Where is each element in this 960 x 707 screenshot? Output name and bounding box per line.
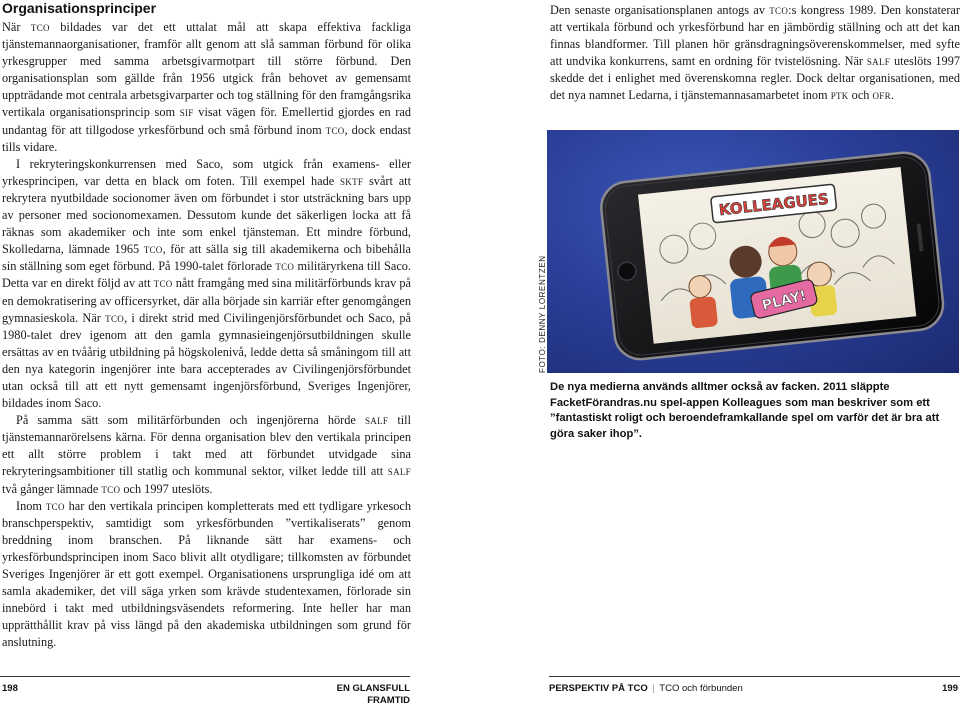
photo-credit-text: FOTO: DENNY LORENTZEN xyxy=(538,255,547,373)
small-caps-abbr: sktf xyxy=(340,173,364,188)
running-title-separator: | xyxy=(652,683,655,694)
app-logo-text: KOLLEAGUES xyxy=(718,189,830,220)
right-column xyxy=(550,2,960,105)
footer-rule-right xyxy=(549,676,960,677)
small-caps-abbr: tco xyxy=(45,498,65,513)
app-play-label: PLAY! xyxy=(760,287,809,315)
footer-rule-left xyxy=(0,676,410,677)
page-number-left: 198 xyxy=(2,683,18,694)
small-caps-abbr: salf xyxy=(387,464,411,479)
small-caps-abbr: tco xyxy=(275,259,295,274)
small-caps-abbr: tco xyxy=(105,310,125,325)
running-title-main: PERSPEKTIV PÅ TCO xyxy=(549,683,648,694)
small-caps-abbr: tco xyxy=(101,481,121,496)
photo-caption: De nya medierna används alltmer också av facken. 2011 släppte FacketFörandras.nu spel-appen Kolleagues som man beskriver som ett ”fantastiskt roligt och beroendeframkallande spel om varför det är bra att göra saker ihop”. xyxy=(550,381,940,440)
body-paragraph: När tco bildades var det ett uttalat mål att skapa effektiva fackliga tjänstemannaorganisationer, framför allt genom att slå samman förbund för olika yrkesgrupper med samma arbetsgivarmotpart till större förbund. Den organisationsplan som gällde från 1956 utgick från behovet av gemensamt uppträdande mot centrala arbetsgivarparter och tog ställning för den framgångsrika vertikala organisationsprincip som sif visat vägen för. Emellertid gjordes en rad undantag för att tillgodose yrkesförbund och små förbund inom tco, dock endast tills vidare. xyxy=(2,20,412,154)
small-caps-abbr: salf xyxy=(364,413,389,428)
phone-body xyxy=(599,150,946,362)
photo-smartphone-app xyxy=(547,130,959,373)
small-caps-abbr: sif xyxy=(179,105,194,120)
small-caps-abbr: tco xyxy=(153,276,173,291)
small-caps-abbr: salf xyxy=(866,54,891,69)
left-column xyxy=(2,0,411,651)
page-number-right: 199 xyxy=(942,683,958,694)
small-caps-abbr: tco xyxy=(769,3,789,17)
body-paragraph: I rekryteringskonkurrensen med Saco, som utgick från examens- eller yrkesprincipen, var detta en black om foten. Till exempel hade sktf svårt att rekrytera nyutbildade socionomer även om förbundet i stor utsträckning bars upp av personer med socionomexamen. Dessutom kunde det säkerligen locka att få räknas som akademiker och inte som enkel tjänsteman. Ett mindre förbund, Skolledarna, lämnade 1965 tco, för att sälla sig till akademikerna och bibehålla sin ställning som eget förbund. På 1990-talet förlorade tco militäryrkena till Saco. Detta var en direkt följd av att tco nått framgång med sina militärförbunds krav på en demokratisering av officersyrket, där alla började sin karriär efter genomgången gymnasieskola. När tco, i direkt strid med Civilingenjörsförbundet och Saco, på 1980-talet drev igenom att den gamla gymnasieingenjörsutbildningen skulle ersättas av en tvåårig utbildning på högskolenivå, ledde detta så småningom till att den nya kategorin ingenjörer inte bara accepterades av Civilingenjörsförbundet utan också till att ett nytt gemensamt ingenjörsförbund, Sveriges Ingenjörer, bildades inom Saco. xyxy=(2,156,412,411)
running-title-left: EN GLANSFULL FRAMTID xyxy=(336,683,410,706)
phone-illustration xyxy=(547,130,959,373)
small-caps-abbr: ptk xyxy=(830,88,849,103)
running-title-subtitle: TCO och förbunden xyxy=(659,683,743,694)
small-caps-abbr: tco xyxy=(30,20,50,34)
body-paragraph: Inom tco har den vertikala principen kompletterats med ett tydligare yrkesoch branschperspektiv, samtidigt som yrkesförbunden ”vertikaliserats” genom breddning inom branschen. På liknande sätt har examens- och yrkesförbundsprincipen inom Saco blivit allt otydligare; tillkomsten av förbundet Sveriges Ingenjörer är ett gott exempel. Organisationens ursprungliga idé om att samla akademiker, det vill säga yrken som krävde studentexamen, förlorade sin innebörd i takt med utbildningsväsendets reformering. Inte heller har man upprätthållit krav på viss längd på den akademiska utbildningen som grund för anslutning. xyxy=(2,498,412,650)
photo-credit xyxy=(531,130,545,373)
section-heading: Organisationsprinciper xyxy=(2,0,157,16)
body-paragraph: Den senaste organisationsplanen antogs av tco:s kongress 1989. Den konstaterar att vertikala förbund och yrkesförbund har en jämbördig ställning och att det kan finnas blandformer. Till planen hör gränsdragningsöverenskommelser, med syfte att undvika konkurrens, samt en ordning för tvistelösning. När salf uteslöts 1997 skedde det i enlighet med överenskomna regler. Dock deltar organisationen, med det nya namnet Ledarna, i tjänstemannasamarbetet inom ptk och ofr. xyxy=(550,3,960,103)
small-caps-abbr: ofr xyxy=(872,88,891,103)
running-title-right xyxy=(549,683,743,695)
body-paragraph: På samma sätt som militärförbunden och ingenjörerna hörde salf till tjänstemannarörelsens kärna. För denna organisation blev den vertikala principen ett allt större problem i takt med att förbundet utvidgade sina rekryteringsambitioner till statlig och kommunal sektor, vilket ledde till att salf två gånger lämnade tco och 1997 uteslöts. xyxy=(2,413,412,496)
small-caps-abbr: tco xyxy=(325,122,345,137)
small-caps-abbr: tco xyxy=(143,242,163,257)
